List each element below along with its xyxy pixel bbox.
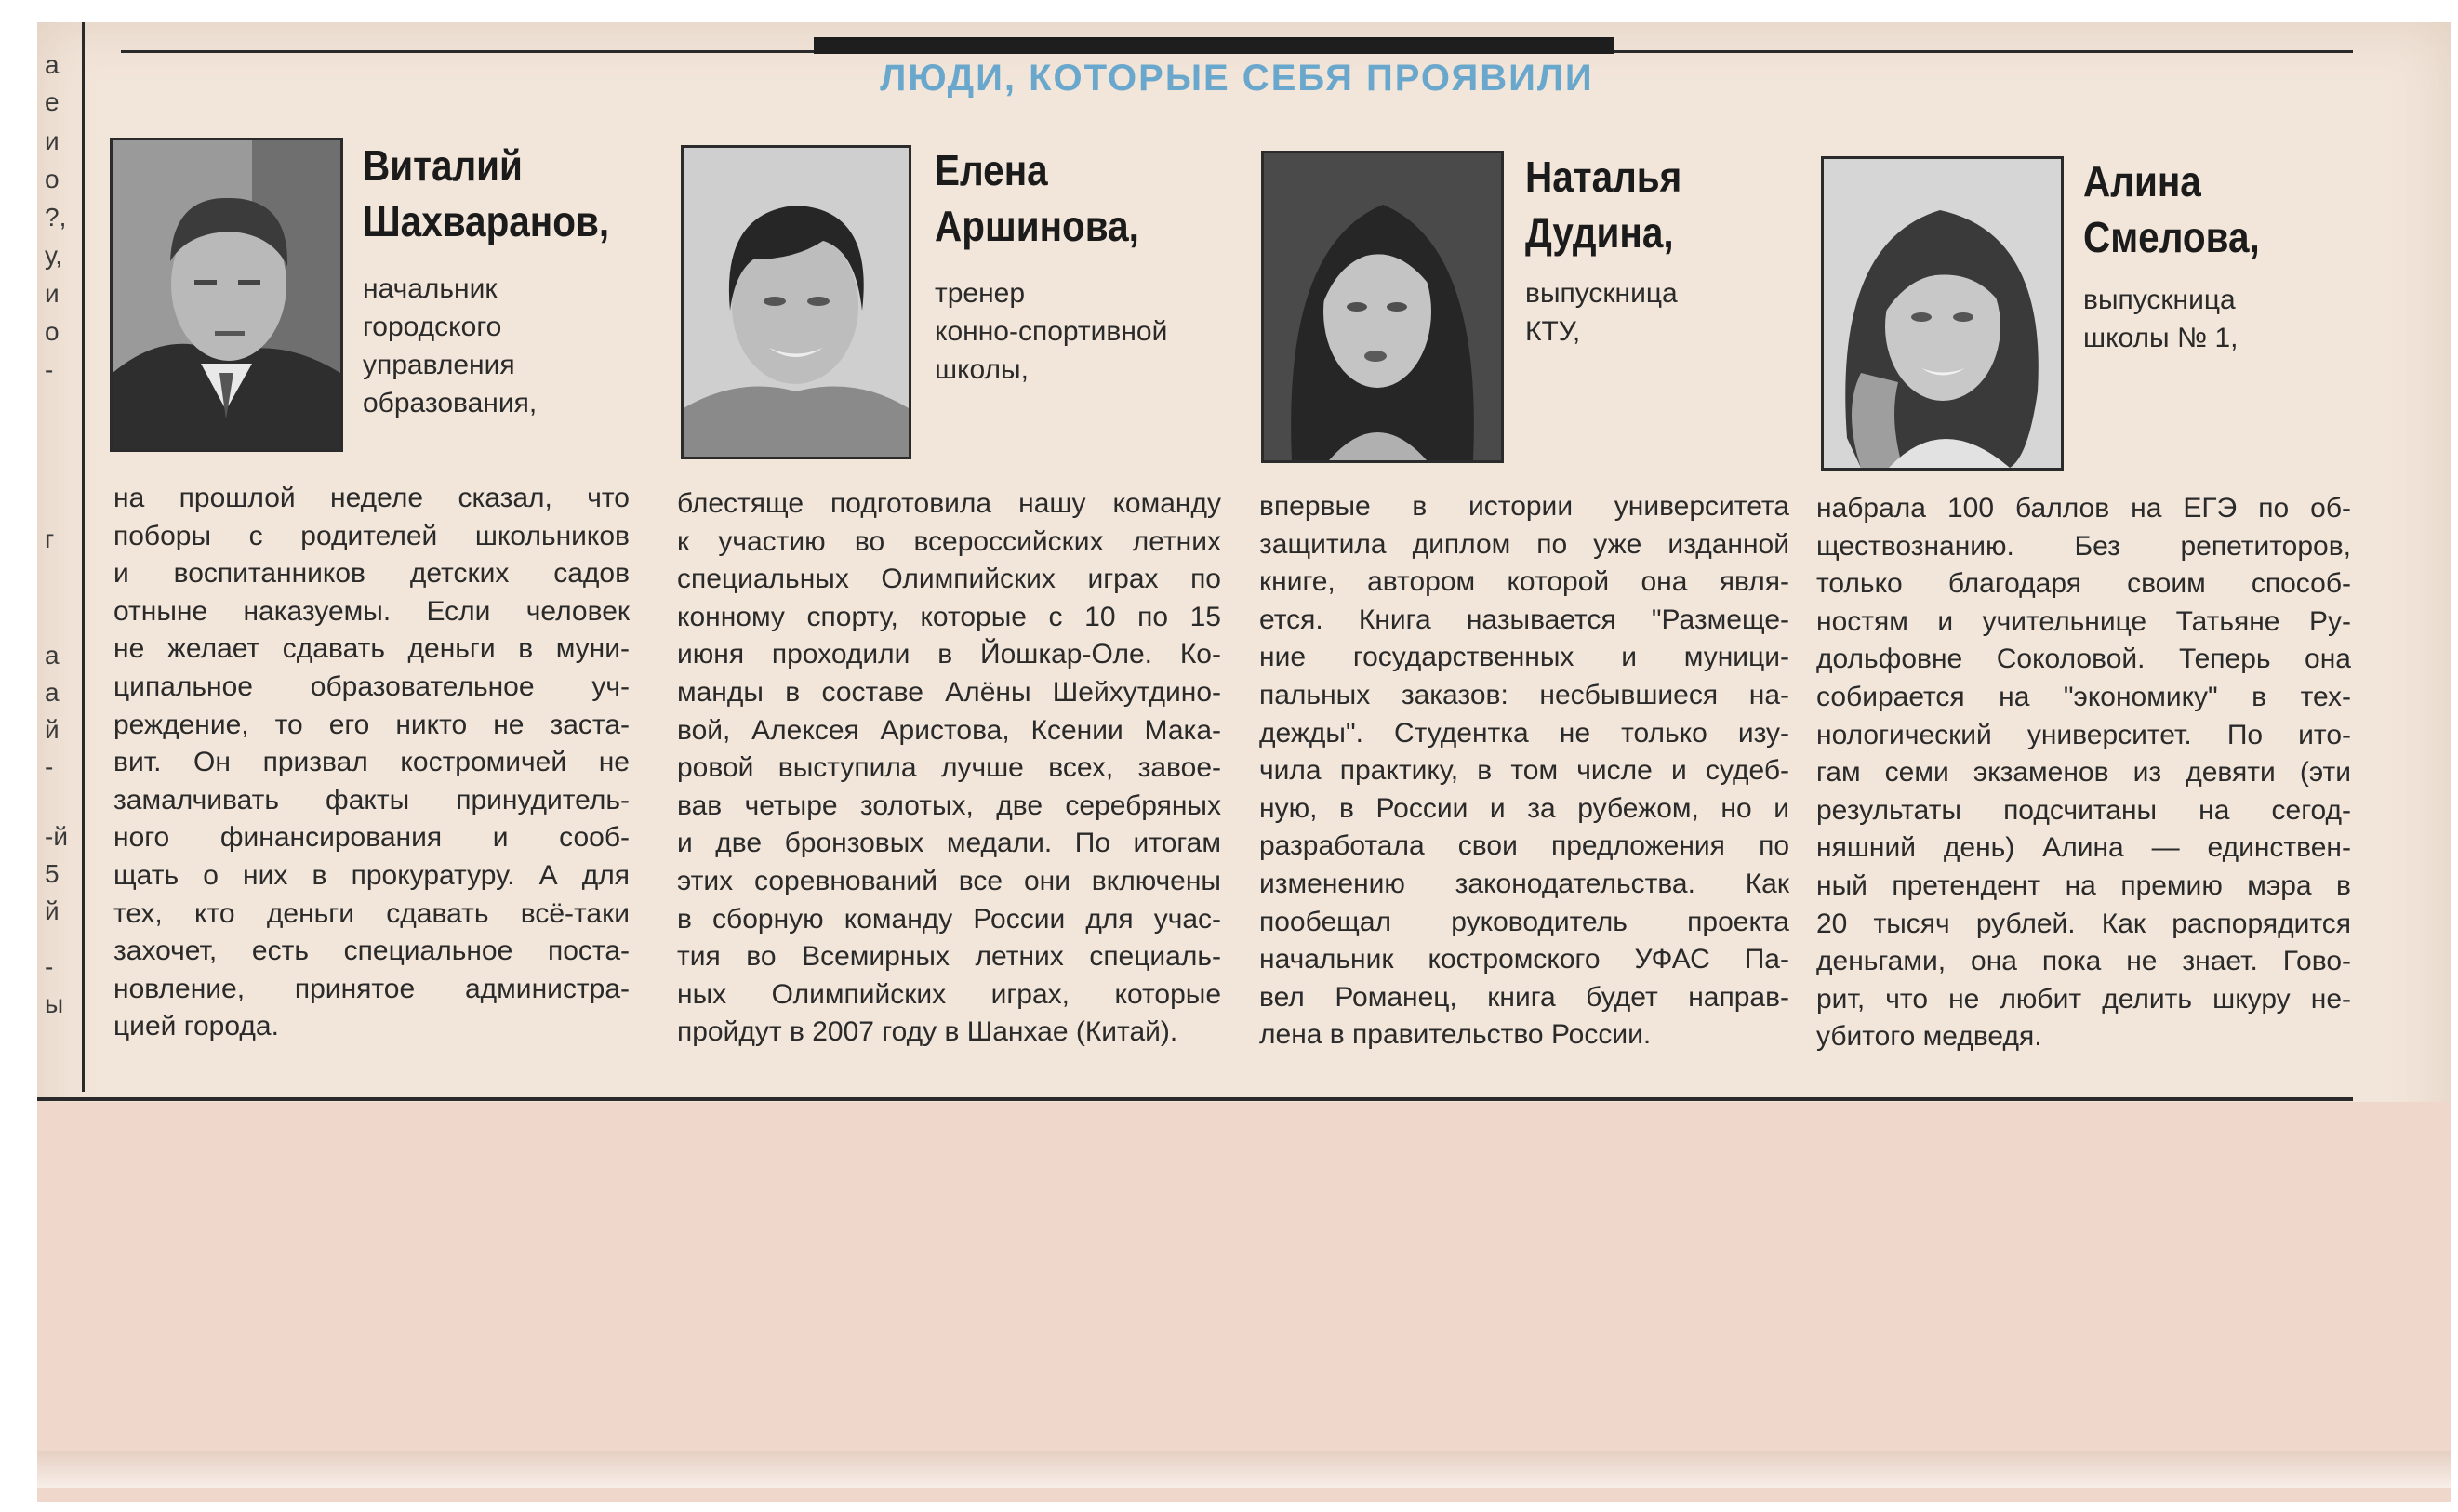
text-line: конному спорту, которые с 10 по 15 (677, 601, 1221, 632)
article-text (1816, 490, 2351, 1056)
text-line: не желает сдавать деньги в муни- (113, 633, 630, 665)
person-title (1525, 274, 1678, 351)
text-line: реждение, то его никто не заста- (113, 709, 630, 740)
margin-letter: 5 (45, 859, 60, 888)
title-line: выпускница (1525, 278, 1678, 309)
text-line: чила практику, в том числе и судеб- (1259, 755, 1789, 787)
article-text (677, 485, 1221, 1052)
title-line: школы № 1, (2083, 323, 2239, 353)
text-line: ный претендент на премию мэра в (1816, 869, 2351, 901)
margin-letter: и (45, 279, 60, 308)
margin-letter: а (45, 641, 60, 670)
title-line: начальник (363, 273, 498, 304)
margin-letter: -й (45, 822, 68, 851)
text-line: тия во Всемирных летних специаль- (677, 941, 1221, 973)
section-heading: ЛЮДИ, КОТОРЫЕ СЕБЯ ПРОЯВИЛИ (880, 58, 1594, 99)
margin-letter: о (45, 317, 60, 346)
person-name (363, 138, 609, 249)
title-line: образования, (363, 388, 538, 418)
text-line: вой, Алексея Аристова, Ксении Мака- (677, 714, 1221, 746)
title-line: школы, (935, 354, 1029, 385)
text-line: пообещал руководитель проекта (1259, 906, 1789, 937)
name-line: Аршинова, (935, 202, 1139, 250)
margin-letter: ?, (45, 203, 67, 232)
text-line: результаты подсчитаны на сегод- (1816, 794, 2351, 826)
text-line: в сборную команду России для учас- (677, 903, 1221, 935)
text-line: няшний день) Алина — единствен- (1816, 832, 2351, 864)
title-line: тренер (935, 278, 1026, 309)
name-line: Смелова, (2083, 213, 2260, 261)
portrait-photo (681, 145, 911, 459)
name-line: Наталья (1525, 153, 1682, 201)
text-line: ровой выступила лучше всех, завое- (677, 752, 1221, 784)
margin-letter: - (45, 952, 54, 981)
margin-letter: й (45, 715, 60, 744)
person-title (363, 270, 537, 422)
text-line: июня проходили в Йошкар-Оле. Ко- (677, 639, 1221, 670)
margin-letter: о (45, 165, 60, 193)
text-line: вит. Он призвал костромичей не (113, 747, 630, 778)
text-line: ется. Книга называется "Размеще- (1259, 603, 1789, 635)
text-line: поборы с родителей школьников (113, 520, 630, 551)
text-line: ных Олимпийских играх, которые (677, 978, 1221, 1010)
text-line: замалчивать факты принудитель- (113, 784, 630, 816)
margin-letter: а (45, 50, 60, 79)
portrait-photo (1261, 151, 1504, 463)
text-line: ние государственных и муници- (1259, 642, 1789, 673)
title-line: городского (363, 312, 502, 342)
margin-letter: й (45, 896, 60, 925)
text-line: разработала свои предложения по (1259, 830, 1789, 862)
text-line: специальных Олимпийских играх по (677, 564, 1221, 595)
name-line: Елена (935, 146, 1048, 194)
name-line: Шахваранов, (363, 197, 610, 245)
text-line: 20 тысяч рублей. Как распорядится (1816, 908, 2351, 939)
left-column-remnant (37, 22, 76, 1082)
person-title (2083, 281, 2239, 357)
text-line: лена в правительство России. (1259, 1019, 1652, 1051)
person-name (2083, 153, 2260, 265)
text-line: пройдут в 2007 году в Шанхае (Китай). (677, 1016, 1178, 1048)
article-text (1259, 488, 1789, 1054)
text-line: к участию во всероссийских летних (677, 525, 1221, 557)
portrait-photo (110, 138, 343, 452)
text-line: вел Романец, книга будет направ- (1259, 981, 1789, 1013)
text-line: ностям и учительнице Татьяне Ру- (1816, 605, 2351, 637)
name-line: Алина (2083, 157, 2201, 206)
text-line: блестяще подготовила нашу команду (677, 488, 1221, 519)
text-line: впервые в истории университета (1259, 491, 1789, 522)
text-line: изменению законодательства. Как (1259, 868, 1789, 899)
margin-letter: г (45, 524, 55, 553)
text-line: убитого медведя. (1816, 1021, 2042, 1053)
text-line: новление, принятое администра- (113, 973, 630, 1004)
text-line: рит, что не любит делить шкуру не- (1816, 983, 2351, 1015)
text-line: набрала 100 баллов на ЕГЭ по об- (1816, 493, 2351, 524)
text-line: на прошлой неделе сказал, что (113, 483, 630, 513)
text-line: отныне наказуемы. Если человек (113, 595, 630, 627)
person-title (935, 274, 1167, 389)
header-bar (814, 37, 1614, 54)
text-line: нологический университет. По ито- (1816, 719, 2351, 750)
margin-letter: и (45, 126, 60, 155)
lower-page-area (37, 1102, 2451, 1502)
text-line: гам семи экзаменов из девяти (эти (1816, 757, 2351, 789)
margin-letter: у, (45, 241, 62, 270)
person-name (935, 142, 1139, 254)
article-text (113, 480, 630, 1046)
text-line: захочет, есть специальное поста- (113, 935, 630, 967)
text-line: ществознанию. Без репетиторов, (1816, 530, 2351, 562)
text-line: дольфовне Соколовой. Теперь она (1816, 643, 2351, 675)
bottom-rule (37, 1097, 2353, 1101)
title-line: КТУ, (1525, 316, 1581, 347)
text-line: этих соревнований все они включены (677, 865, 1221, 896)
margin-letter: е (45, 87, 60, 116)
text-line: защитила диплом по уже изданной (1259, 528, 1789, 560)
text-line: тех, кто деньги сдавать всё-таки (113, 897, 630, 929)
text-line: вав четыре золотых, две серебряных (677, 789, 1221, 821)
column-divider-rule (82, 22, 85, 1092)
text-line: ную, в России и за рубежом, но и (1259, 792, 1789, 824)
text-line: собирается на "экономику" в тех- (1816, 681, 2351, 712)
text-line: и воспитанников детских садов (113, 558, 630, 590)
margin-letter: - (45, 355, 54, 384)
portrait-photo (1821, 156, 2064, 471)
text-line: начальник костромского УФАС Па- (1259, 944, 1789, 975)
text-line: щать о них в прокуратуру. А для (113, 859, 630, 891)
text-line: только благодаря своим способ- (1816, 568, 2351, 600)
title-line: управления (363, 350, 515, 380)
text-line: цией города. (113, 1011, 279, 1042)
text-line: манды в составе Алёны Шейхутдино- (677, 676, 1221, 708)
text-line: и две бронзовых медали. По итогам (677, 828, 1221, 859)
margin-letter: а (45, 678, 60, 707)
text-line: книге, автором которой она явля- (1259, 566, 1789, 598)
text-line: пальных заказов: несбывшиеся на- (1259, 679, 1789, 710)
margin-letter: - (45, 752, 54, 781)
text-line: ного финансирования и сооб- (113, 822, 630, 854)
person-name (1525, 149, 1681, 260)
name-line: Дудина, (1525, 208, 1674, 257)
margin-letter: ы (45, 989, 64, 1018)
name-line: Виталий (363, 141, 523, 190)
text-line: деньгами, она пока не знает. Гово- (1816, 946, 2351, 977)
title-line: выпускница (2083, 285, 2236, 315)
title-line: конно-спортивной (935, 316, 1168, 347)
fold-shadow (37, 1451, 2451, 1488)
text-line: ципальное образовательное уч- (113, 670, 630, 702)
text-line: дежды". Студентка не только изу- (1259, 717, 1789, 749)
